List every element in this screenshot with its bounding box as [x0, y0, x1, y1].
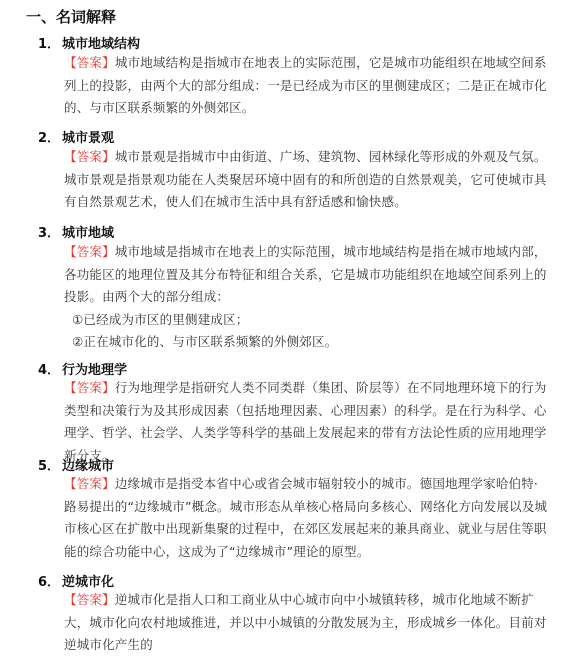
term-title: 逆城市化 — [62, 575, 115, 590]
term-number: 2． — [38, 131, 61, 146]
term-title: 城市地域 — [62, 226, 115, 241]
term-number: 6． — [38, 575, 61, 590]
term-title: 行为地理学 — [62, 363, 128, 378]
answer-paragraph-5 — [64, 473, 548, 563]
answer-tag: 【答案】 — [64, 244, 115, 259]
term-number: 5． — [38, 459, 61, 474]
answer-paragraph-1 — [64, 52, 548, 120]
answer-tag: 【答案】 — [64, 592, 115, 607]
term-title: 城市景观 — [62, 131, 115, 146]
answer-tag: 【答案】 — [64, 149, 115, 164]
term-number: 4． — [38, 363, 61, 378]
answer-paragraph-2 — [64, 146, 548, 214]
answer-tag: 【答案】 — [64, 380, 115, 395]
answer-tag: 【答案】 — [64, 476, 115, 491]
answer-text: 逆城市化是指人口和工商业从中心城市向中小城镇转移，城市化地域不断扩大，城市化向农村地域推进，并以中小城镇的分散发展为主，形成城乡一体化。目前对逆城市化产生的 — [64, 592, 547, 652]
answer-paragraph-3 — [64, 241, 548, 354]
sub-item-1: ①已经成为市区的里侧建成区； — [72, 311, 249, 327]
term-title: 城市地域结构 — [62, 37, 141, 52]
answer-text: 城市景观是指城市中由街道、广场、建筑物、园林绿化等形成的外观及气氛。城市景观是指景观功能在人类聚居环境中固有的和所创造的自然景观美，它可使城市具有自然景观艺术，使人们在城市生活中具有舒适感和愉快感。 — [64, 149, 547, 209]
answer-text: 边缘城市是指受本省中心或省会城市辐射较小的城市。德国地理学家哈伯特·路易提出的“边缘城市”概念。城市形态从单核心格局向多核心、网络化方向发展以及城市核心区在扩散中出现新集聚的过程中，在郊区发展起来的兼具商业、就业与居住等职能的综合功能中心，这成为了“边缘城市”理论的原型。 — [64, 476, 548, 559]
term-number: 3． — [38, 226, 61, 241]
term-title: 边缘城市 — [62, 459, 115, 474]
sub-item-2: ②正在城市化的、与市区联系频繁的外侧郊区。 — [72, 334, 338, 349]
section-title: 一、名词解释 — [26, 8, 117, 26]
answer-paragraph-6 — [64, 589, 548, 657]
answer-text: 行为地理学是指研究人类不同类群（集团、阶层等）在不同地理环境下的行为类型和决策行为及其形成因素（包括地理因素、心理因素）的科学。是在行为科学、心理学、哲学、社会学、人类学等科学的基础上发展起来的带有方法论性质的应用地理学新分支。 — [64, 380, 547, 463]
answer-paragraph-4 — [64, 377, 548, 467]
answer-text: 城市地域结构是指城市在地表上的实际范围，它是城市功能组织在地域空间系列上的投影，由两个大的部分组成：一是已经成为市区的里侧建成区；二是正在城市化的、与市区联系频繁的外侧郊区。 — [64, 55, 547, 115]
term-number: 1． — [38, 37, 61, 52]
answer-text: 城市地域是指城市在地表上的实际范围，城市地域结构是指在城市地域内部，各功能区的地理位置及其分布特征和组合关系，它是城市功能组织在地域空间系列上的投影。由两个大的部分组成： — [64, 244, 547, 304]
answer-tag: 【答案】 — [64, 55, 115, 70]
